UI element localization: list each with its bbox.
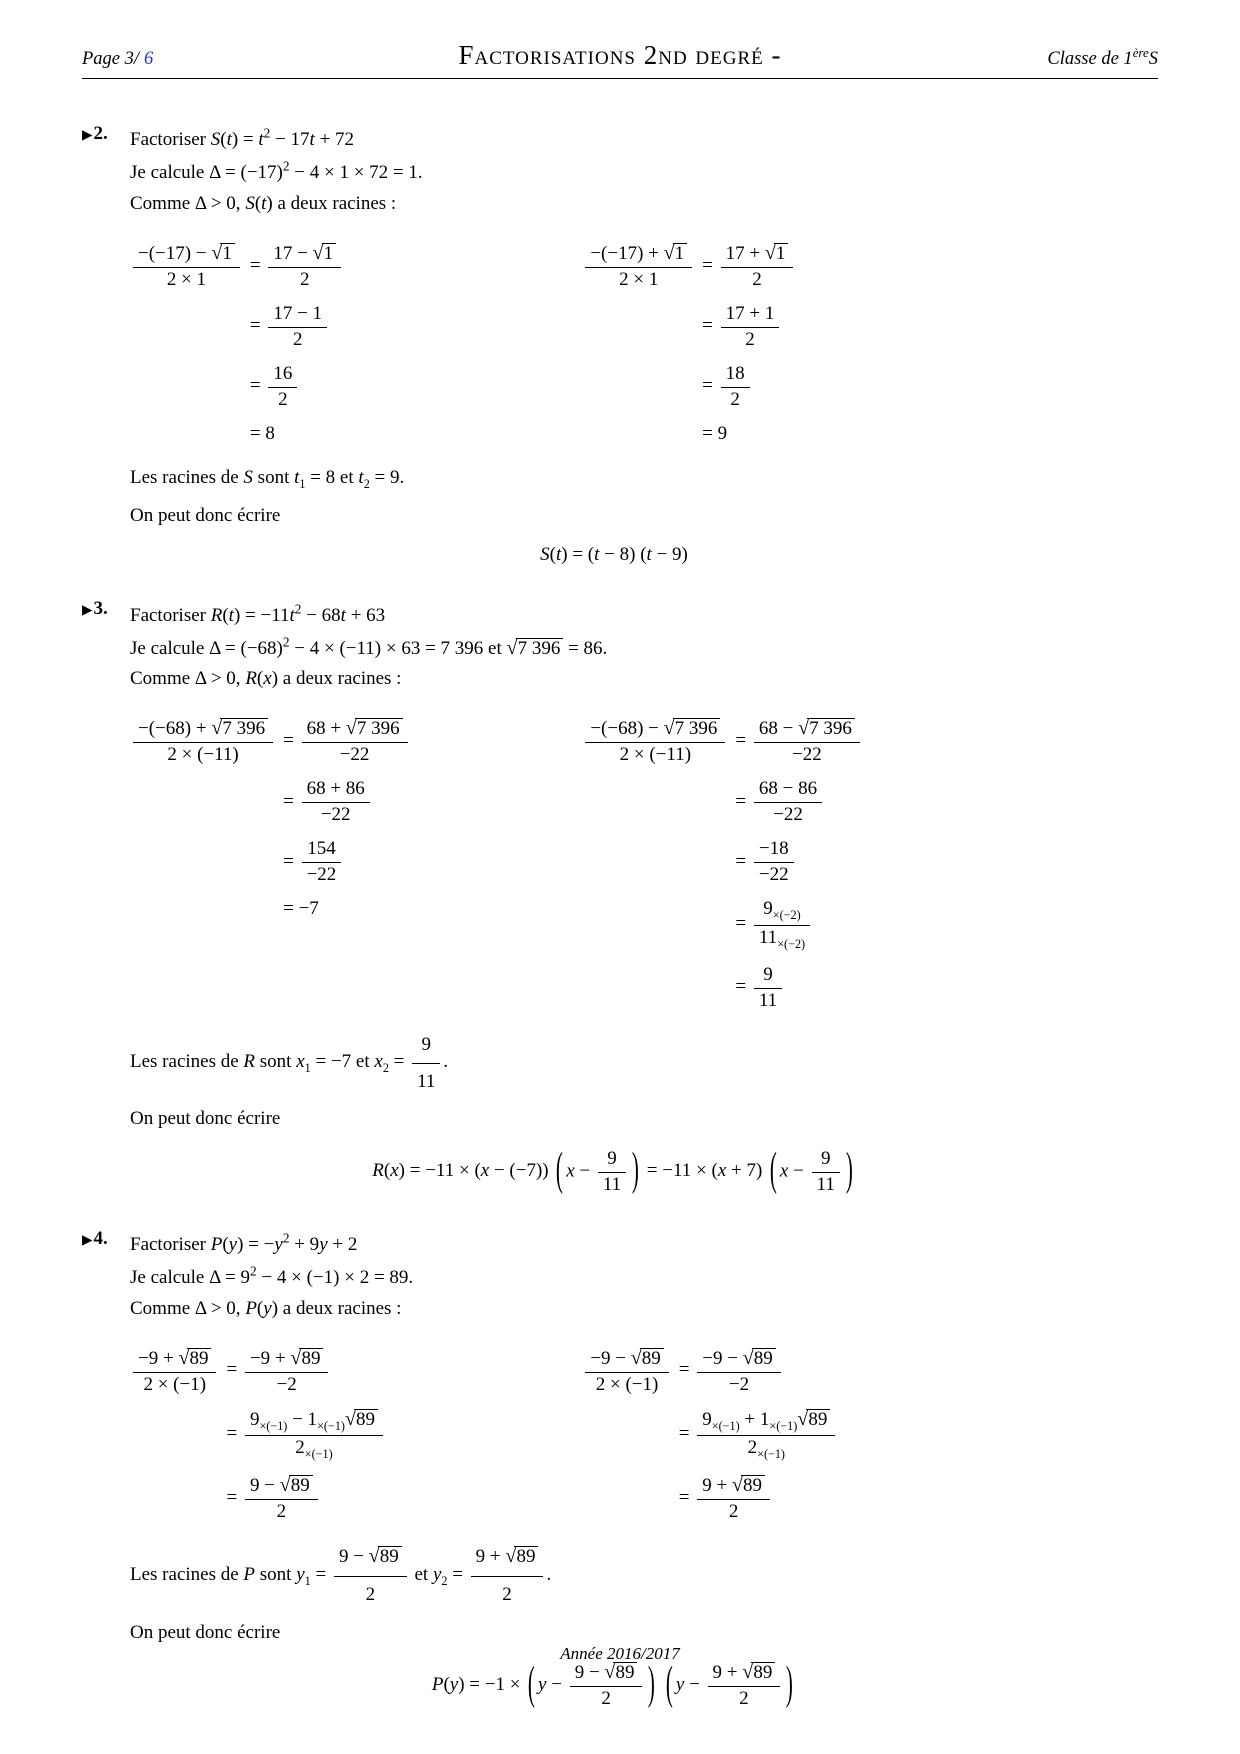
- equation-lhs: [582, 1341, 671, 1402]
- math-expression: = $\frac{68 - √7 396}{-22}$: [735, 730, 862, 751]
- equation-step: [728, 958, 862, 1018]
- equation-lhs: [582, 357, 695, 417]
- math-expression: = $\frac{-9 - √89}{-2}$: [679, 1359, 784, 1380]
- derivation-row: [130, 417, 344, 451]
- derivation-row: [582, 297, 796, 357]
- intro-line: [130, 631, 1158, 664]
- equation-lhs: [582, 1468, 671, 1529]
- equation-step: [276, 892, 410, 926]
- conclusion-line: [130, 1028, 1158, 1099]
- equation-lhs: [130, 772, 276, 832]
- intro-line: [130, 1261, 1158, 1294]
- intro-line: [130, 664, 1158, 695]
- equation-step: [695, 236, 796, 297]
- derivation-row: [582, 1468, 838, 1529]
- math-expression: = $\frac{154}{-22}$: [283, 851, 344, 872]
- equation-lhs: [582, 297, 695, 357]
- total-pages-link[interactable]: 6: [144, 49, 154, 69]
- section-marker: [82, 123, 130, 570]
- derivation-row: [130, 297, 344, 357]
- equation-lhs: [130, 357, 243, 417]
- equation-lhs: [582, 236, 695, 297]
- math-expression: $\frac{-9 + √89}{2 \times (-1)}$: [130, 1359, 219, 1380]
- section-body: [130, 123, 1158, 570]
- math-expression: $\frac{-9 - √89}{2 \times (-1)}$: [582, 1359, 671, 1380]
- math-expression: Je calcule $\Delta = 9^2 - 4 \times (-1) \times 2 = 89$.: [130, 1263, 414, 1288]
- math-expression: Les racines de R sont $x_1 = -7$ et $x_2$ = $\frac{9}{11}$ .: [130, 1051, 448, 1072]
- derivation-column-right: [582, 711, 1158, 1018]
- equation-step: [695, 417, 796, 451]
- equation-step: [728, 832, 862, 892]
- derivation-column-left: [130, 236, 582, 451]
- equation-lhs: [582, 892, 728, 958]
- equation-step: [728, 892, 862, 958]
- exercise-section: [82, 598, 1158, 1199]
- conclusion-line: [130, 1539, 1158, 1611]
- derivation-row: [582, 417, 796, 451]
- math-expression: Je calcule $\Delta = (-68)^2 - 4 \times (-11) \times 63 = 7$ 396 et √7 396 = 86.: [130, 634, 608, 659]
- math-expression: = $\frac{17 + 1}{2}$: [702, 315, 782, 336]
- math-expression: = $\frac{-18}{-22}$: [735, 851, 796, 872]
- equation-lhs: [582, 832, 728, 892]
- derivation-column-right: [582, 1341, 1158, 1530]
- derivation-block: [130, 1341, 1158, 1530]
- equation-steps: [582, 236, 796, 451]
- math-expression: = $\frac{-9 + √89}{-2}$: [226, 1359, 331, 1380]
- intro-line: [130, 123, 1158, 156]
- math-expression: R(x) = −11 × (x − (−7)) ( x − $\frac{9}{11}$ ) = −11 × (x + 7) ( x − $\frac{9}{11}$ ): [372, 1146, 853, 1196]
- equation-lhs: [130, 711, 276, 772]
- section-marker: [82, 598, 130, 1199]
- equation-lhs: [130, 297, 243, 357]
- equation-step: [672, 1402, 839, 1469]
- equation-step: [219, 1402, 386, 1469]
- derivation-row: [582, 1341, 838, 1402]
- math-expression: = $\frac{9}{11}$: [735, 976, 785, 997]
- intro-line: [130, 1294, 1158, 1325]
- class-label: [851, 45, 1158, 70]
- section-marker: [82, 1228, 130, 1714]
- derivation-row: [130, 236, 344, 297]
- content: [82, 79, 1158, 1714]
- derivation-row: [582, 711, 863, 772]
- derivation-row: [582, 236, 796, 297]
- math-expression: = $\frac{17 - 1}{2}$: [250, 315, 330, 336]
- section-number: 3.: [93, 598, 108, 620]
- math-expression: = $\frac{68 - 86}{-22}$: [735, 791, 825, 812]
- math-expression: = $\frac{9 - √89}{2}$: [226, 1487, 320, 1508]
- factored-result: [130, 1148, 1098, 1196]
- derivation-row: [582, 832, 863, 892]
- math-expression: $\frac{-(-68) - √7 396}{2 \times (-11)}$: [582, 730, 728, 751]
- equation-step: [276, 711, 410, 772]
- derivation-block: [130, 236, 1158, 451]
- math-expression: = $\frac{9_{\times(-2)}}{11_{\times(-2)}}$: [735, 913, 813, 934]
- intro-line: [130, 598, 1158, 631]
- triangle-icon: ▶: [82, 602, 93, 618]
- derivation-column-left: [130, 711, 582, 1018]
- derivation-row: [582, 892, 863, 958]
- equation-steps: [582, 711, 863, 1018]
- derivation-row: [130, 892, 411, 926]
- equation-lhs: [130, 1341, 219, 1402]
- factored-result: [130, 544, 1098, 566]
- page-footer: [0, 1644, 1240, 1664]
- section-number: 2.: [93, 123, 108, 144]
- math-expression: Les racines de S sont $t_1 = 8$ et $t_2 = 9$.: [130, 466, 405, 491]
- exercise-section: [82, 123, 1158, 570]
- derivation-row: [130, 832, 411, 892]
- equation-step: [219, 1341, 386, 1402]
- math-expression: On peut donc écrire: [130, 505, 281, 527]
- exercise-section: [82, 1228, 1158, 1714]
- triangle-icon: ▶: [82, 127, 93, 142]
- equation-steps: [582, 1341, 838, 1530]
- equation-lhs: [582, 711, 728, 772]
- equation-lhs: [130, 417, 243, 451]
- equation-step: [695, 357, 796, 417]
- math-expression: $\frac{-(-17) + √1}{2 \times 1}$: [582, 255, 695, 276]
- math-expression: On peut donc écrire: [130, 1621, 281, 1643]
- math-expression: = $\frac{9_{\times(-1)} + 1_{\times(-1)}√89}{2_{\times(-1)}}$: [679, 1423, 839, 1444]
- equation-lhs: [130, 832, 276, 892]
- math-expression: = −7: [283, 898, 319, 920]
- intro-line: [130, 1228, 1158, 1261]
- derivation-row: [582, 958, 863, 1018]
- math-expression: = 8: [249, 422, 275, 444]
- math-expression: = $\frac{9_{\times(-1)} - 1_{\times(-1)}√89}{2_{\times(-1)}}$: [226, 1423, 386, 1444]
- math-expression: Classe de 1èreS: [1047, 44, 1158, 69]
- math-expression: Comme Δ > 0, R(x) a deux racines :: [130, 668, 402, 690]
- derivation-block: [130, 711, 1158, 1018]
- conclusion-line: [130, 499, 1158, 532]
- equation-step: [219, 1468, 386, 1529]
- section-number: 4.: [93, 1227, 108, 1249]
- equation-lhs: [130, 236, 243, 297]
- page-indicator: [82, 49, 389, 70]
- math-expression: = $\frac{17 - √1}{2}$: [250, 255, 344, 276]
- math-expression: On peut donc écrire: [130, 1108, 281, 1130]
- equation-lhs: [130, 892, 276, 926]
- math-expression: = $\frac{18}{2}$: [702, 375, 752, 396]
- equation-steps: [130, 1341, 386, 1530]
- math-expression: = $\frac{68 + √7 396}{-22}$: [283, 730, 410, 751]
- equation-step: [243, 297, 344, 357]
- equation-step: [243, 417, 344, 451]
- math-expression: = 9: [702, 422, 728, 444]
- equation-step: [728, 772, 862, 832]
- math-expression: P(y) = −1 × ( y − $\frac{9 - √89}{2}$ ) ( y − $\frac{9 + √89}{2}$ ): [431, 1660, 794, 1710]
- derivation-row: [130, 1402, 386, 1469]
- math-expression: Factoriser $S(t) = t^2 - 17t + 72$: [130, 126, 355, 151]
- math-expression: = $\frac{17 + √1}{2}$: [702, 255, 796, 276]
- math-expression: $\frac{-(-17) - √1}{2 \times 1}$: [130, 255, 243, 276]
- equation-steps: [130, 711, 411, 926]
- derivation-row: [582, 1402, 838, 1469]
- intro-line: [130, 189, 1158, 220]
- intro-line: [130, 156, 1158, 189]
- year-label: Année 2016/2017: [560, 1644, 680, 1663]
- math-expression: Comme Δ > 0, S(t) a deux racines :: [130, 193, 397, 215]
- section-body: [130, 598, 1158, 1199]
- math-expression: Factoriser $R(t) = -11t^2 - 68t + 63$: [130, 601, 386, 626]
- document-title: Factorisations 2nd degré -: [458, 40, 782, 70]
- math-expression: Les racines de P sont $y_1$ = $\frac{9 - √89}{2}$ et $y_2$ = $\frac{9 + √89}{2}$ .: [130, 1564, 551, 1585]
- equation-steps: [130, 236, 344, 451]
- equation-lhs: [582, 772, 728, 832]
- equation-lhs: [130, 1402, 219, 1469]
- derivation-row: [130, 1341, 386, 1402]
- equation-step: [276, 772, 410, 832]
- section-body: [130, 1228, 1158, 1714]
- derivation-row: [130, 1468, 386, 1529]
- equation-step: [672, 1468, 839, 1529]
- math-expression: = $\frac{16}{2}$: [250, 375, 300, 396]
- math-expression: $\frac{-(-68) + √7 396}{2 \times (-11)}$: [130, 730, 276, 751]
- math-expression: = $\frac{68 + 86}{-22}$: [283, 791, 373, 812]
- equation-step: [672, 1341, 839, 1402]
- equation-step: [243, 357, 344, 417]
- equation-lhs: [582, 1402, 671, 1469]
- derivation-row: [582, 772, 863, 832]
- factored-result: [130, 1661, 1098, 1710]
- triangle-icon: ▶: [82, 1231, 93, 1247]
- derivation-row: [130, 772, 411, 832]
- equation-step: [243, 236, 344, 297]
- conclusion-line: [130, 461, 1158, 495]
- math-expression: = $\frac{9 + √89}{2}$: [679, 1487, 773, 1508]
- derivation-row: [130, 711, 411, 772]
- page-header: [82, 40, 1158, 79]
- derivation-row: [582, 357, 796, 417]
- equation-lhs: [582, 417, 695, 451]
- equation-step: [276, 832, 410, 892]
- conclusion-line: [130, 1102, 1158, 1135]
- math-expression: Je calcule $\Delta = (-17)^2 - 4 \times 1 \times 72 = 1$.: [130, 159, 423, 184]
- math-expression: Factoriser $P(y) = -y^2 + 9y + 2$: [130, 1230, 358, 1255]
- derivation-column-right: [582, 236, 1158, 451]
- equation-step: [695, 297, 796, 357]
- equation-step: [728, 711, 862, 772]
- math-expression: Comme Δ > 0, P(y) a deux racines :: [130, 1297, 402, 1319]
- derivation-column-left: [130, 1341, 582, 1530]
- page-label: Page 3/: [82, 49, 140, 69]
- equation-lhs: [130, 1468, 219, 1529]
- math-expression: S(t) = (t − 8) (t − 9): [540, 544, 688, 566]
- derivation-row: [130, 357, 344, 417]
- equation-lhs: [582, 958, 728, 1018]
